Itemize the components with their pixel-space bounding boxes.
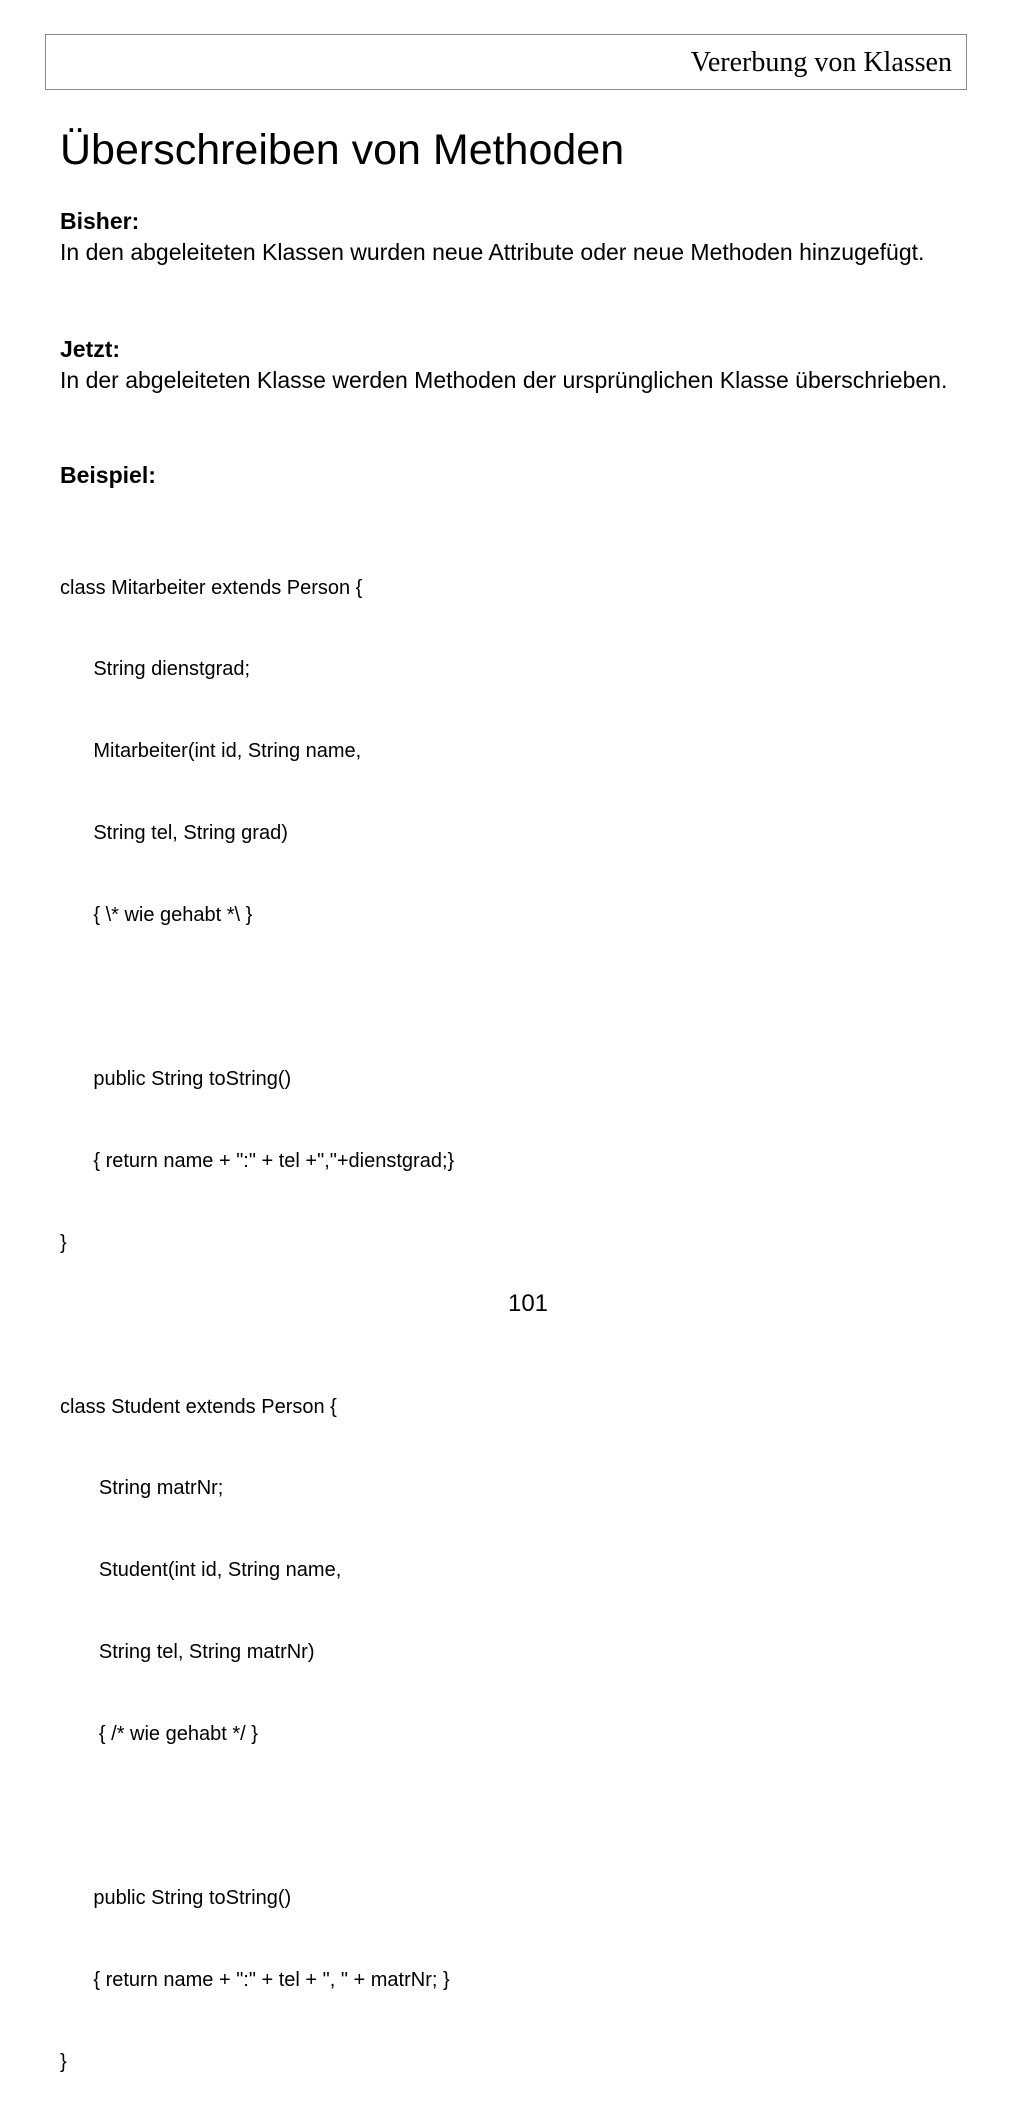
section-jetzt — [60, 334, 960, 396]
code-line: public String toString() — [60, 1067, 292, 1090]
code-line: class Student extends Person { — [60, 1395, 337, 1418]
code-line — [60, 1803, 454, 1830]
code-line: Student(int id, String name, — [60, 1559, 342, 1582]
code-line: { return name + ":" + tel +","+dienstgrad;} — [60, 1149, 455, 1172]
code-line: String matrNr; — [60, 1477, 224, 1500]
section-heading: Beispiel: — [60, 462, 156, 488]
code-line: Mitarbeiter(int id, String name, — [60, 740, 362, 763]
code-line: String tel, String grad) — [60, 822, 288, 845]
code-line: } — [60, 2050, 67, 2073]
header-title: Vererbung von Klassen — [690, 47, 952, 78]
code-line: { \* wie gehabt *\ } — [60, 904, 253, 927]
section-bisher — [60, 206, 960, 268]
section-heading: Jetzt: — [60, 336, 121, 362]
section-text: In der abgeleiteten Klasse werden Methoden der ursprünglichen Klasse überschrieben. — [60, 367, 948, 393]
section-beispiel — [60, 460, 960, 491]
code-line: public String toString() — [60, 1886, 292, 1909]
code-line: { return name + ":" + tel + ", " + matrNr; } — [60, 1968, 450, 1991]
code-line: class Mitarbeiter extends Person { — [60, 576, 363, 599]
section-heading: Bisher: — [60, 208, 140, 234]
header-box — [45, 34, 967, 90]
page-number: 101 — [507, 1290, 549, 1317]
section-text: In den abgeleiteten Klassen wurden neue Attribute oder neue Methoden hinzugefügt. — [60, 239, 925, 265]
code-line: { /* wie gehabt */ } — [60, 1723, 258, 1746]
code-line — [60, 984, 454, 1011]
code-line: } — [60, 1231, 67, 1254]
code-line: String dienstgrad; — [60, 658, 251, 681]
code-line: String tel, String matrNr) — [60, 1641, 315, 1664]
page-title: Überschreiben von Methoden — [60, 126, 625, 174]
